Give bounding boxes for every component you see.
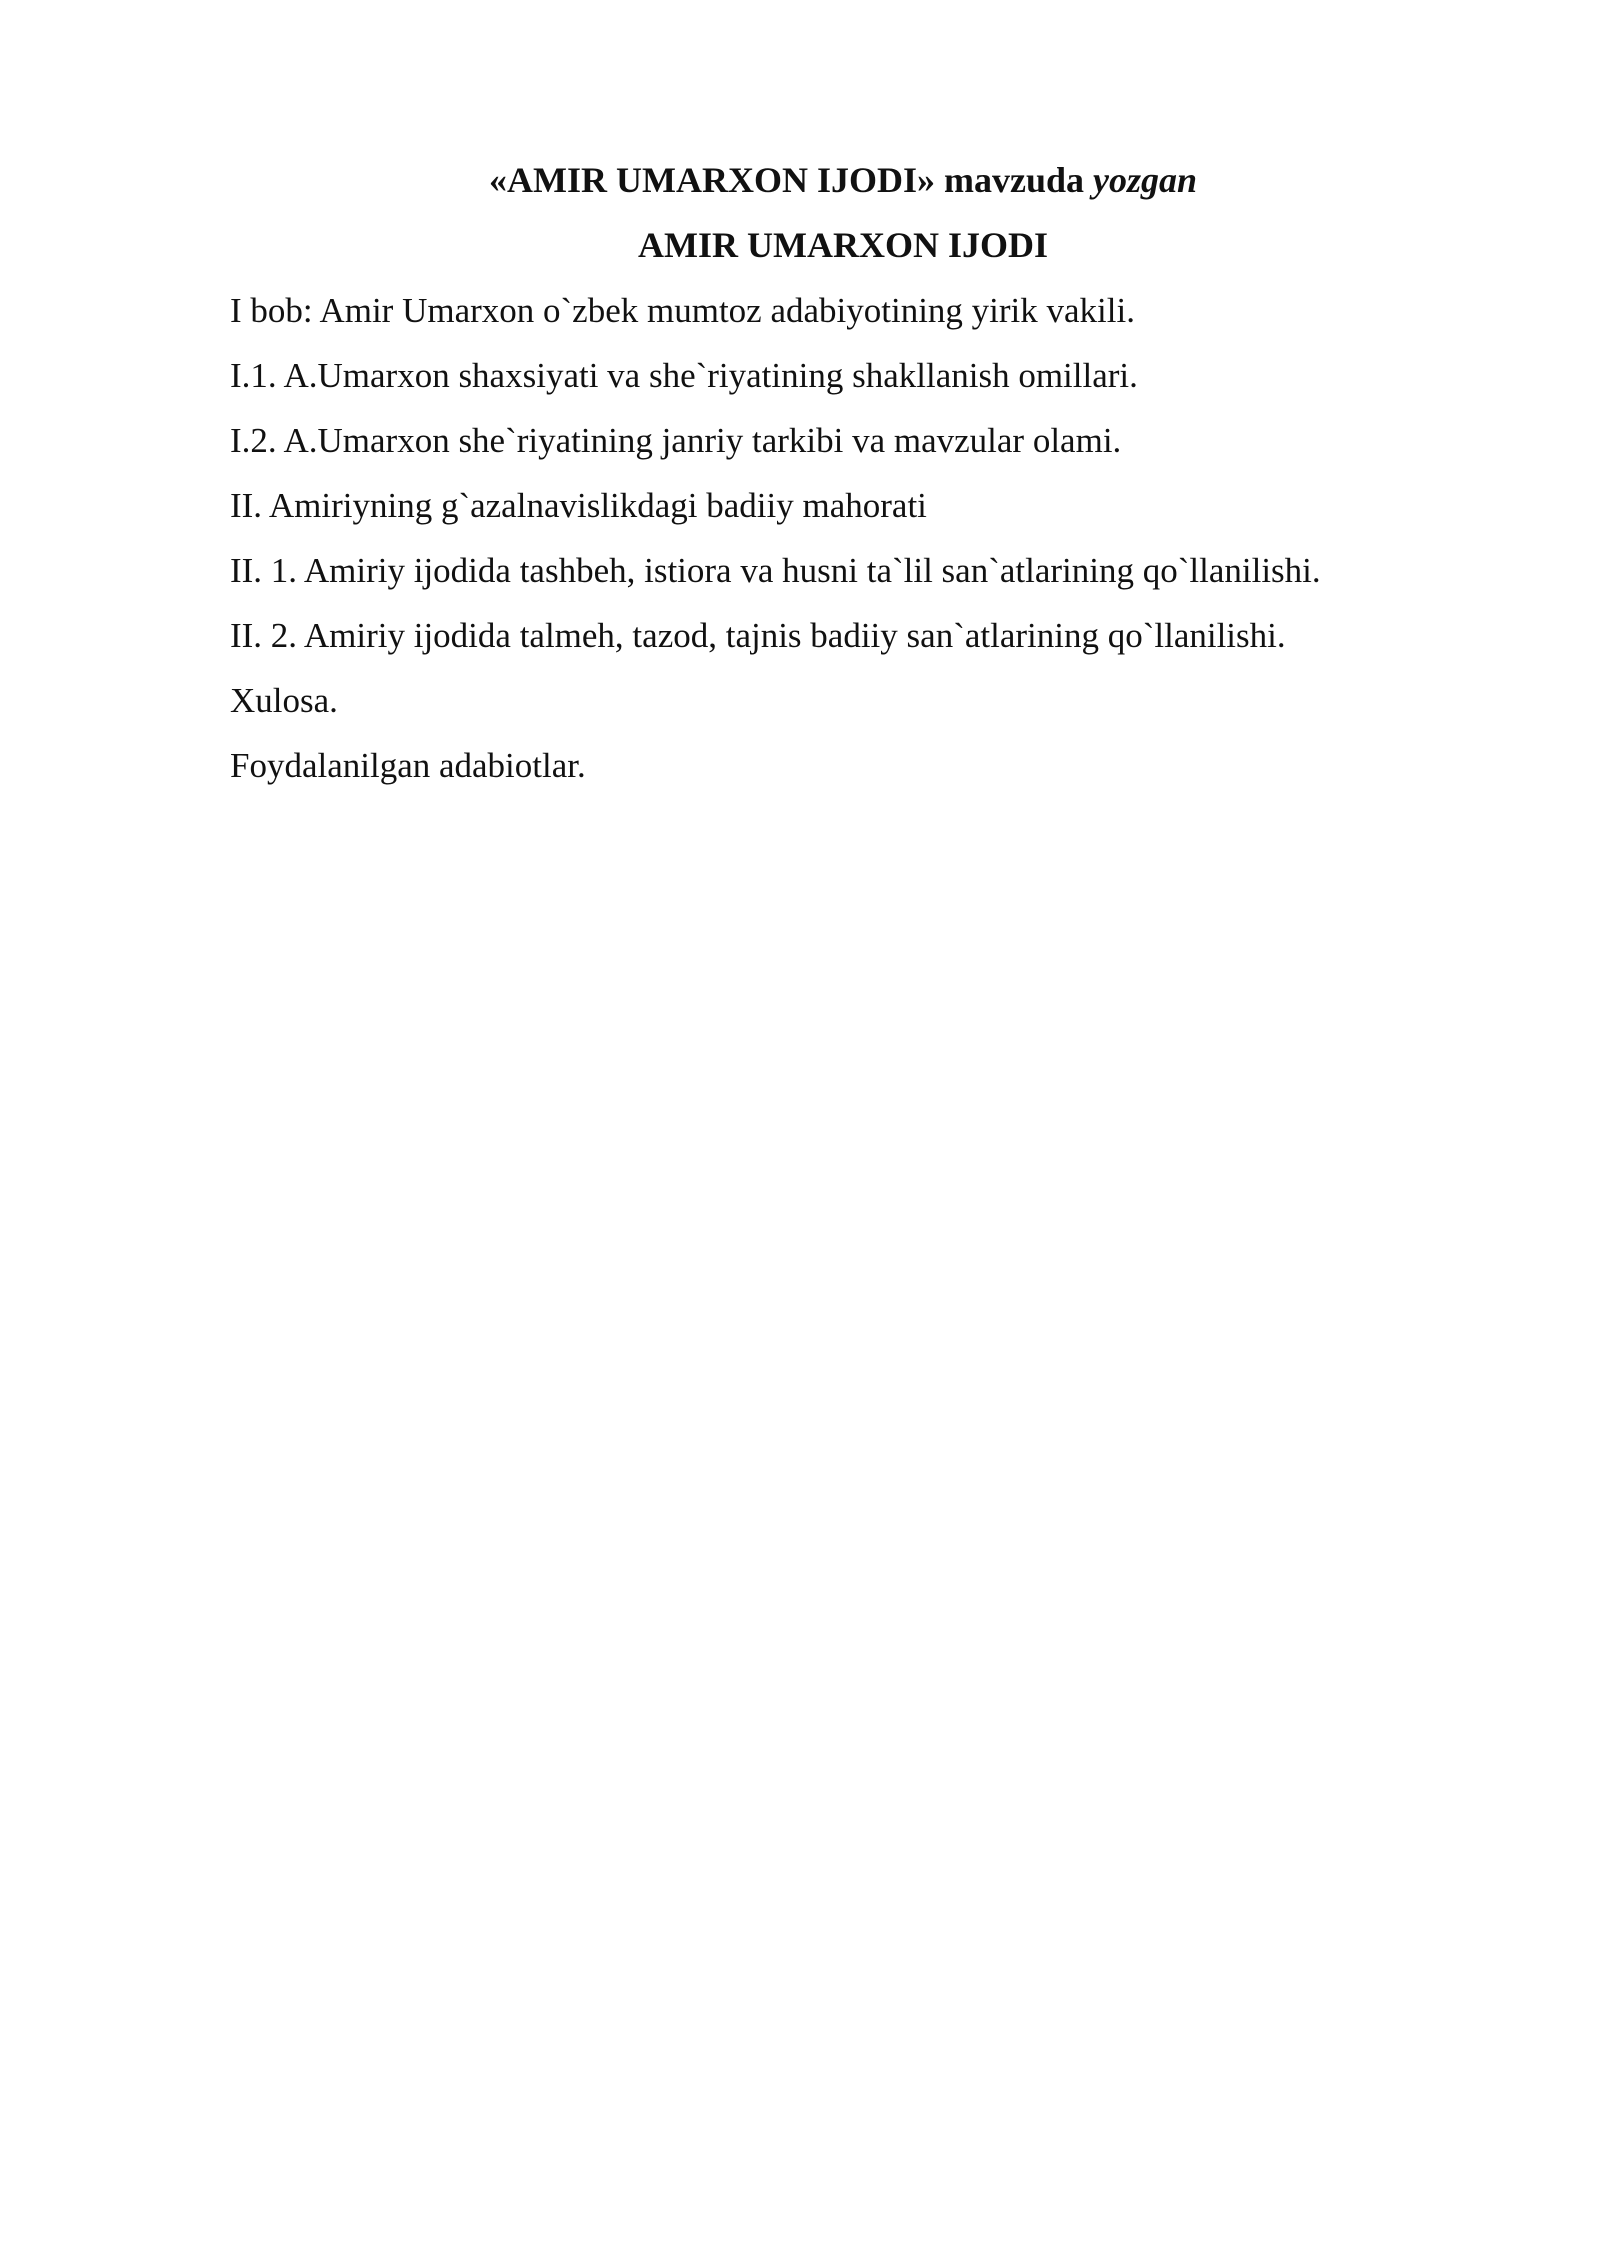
document-subtitle: AMIR UMARXON IJODI bbox=[638, 225, 1048, 265]
toc-item: II. 1. Amiriy ijodida tashbeh, istiora va husni ta`lil san`atlarining qo`llanilishi. bbox=[230, 551, 1321, 590]
toc-item: Xulosa. bbox=[230, 681, 338, 720]
toc-item: I.2. A.Umarxon she`riyatining janriy tarkibi va mavzular olami. bbox=[230, 421, 1122, 460]
document-body bbox=[230, 148, 1430, 798]
toc-item: I bob: Amir Umarxon o`zbek mumtoz adabiyotining yirik vakili. bbox=[230, 291, 1135, 330]
toc-item: I.1. A.Umarxon shaxsiyati va she`riyatining shakllanish omillari. bbox=[230, 356, 1138, 395]
document-title-italic: yozgan bbox=[1092, 160, 1197, 200]
document-title-main: «AMIR UMARXON IJODI» mavzuda bbox=[489, 160, 1093, 200]
table-of-contents bbox=[230, 278, 1430, 798]
document-title bbox=[230, 148, 1456, 213]
toc-item: II. 2. Amiriy ijodida talmeh, tazod, tajnis badiiy san`atlarining qo`llanilishi. bbox=[230, 616, 1286, 655]
toc-item: II. Amiriyning g`azalnavislikdagi badiiy mahorati bbox=[230, 486, 927, 525]
toc-item: Foydalanilgan adabiotlar. bbox=[230, 746, 586, 785]
